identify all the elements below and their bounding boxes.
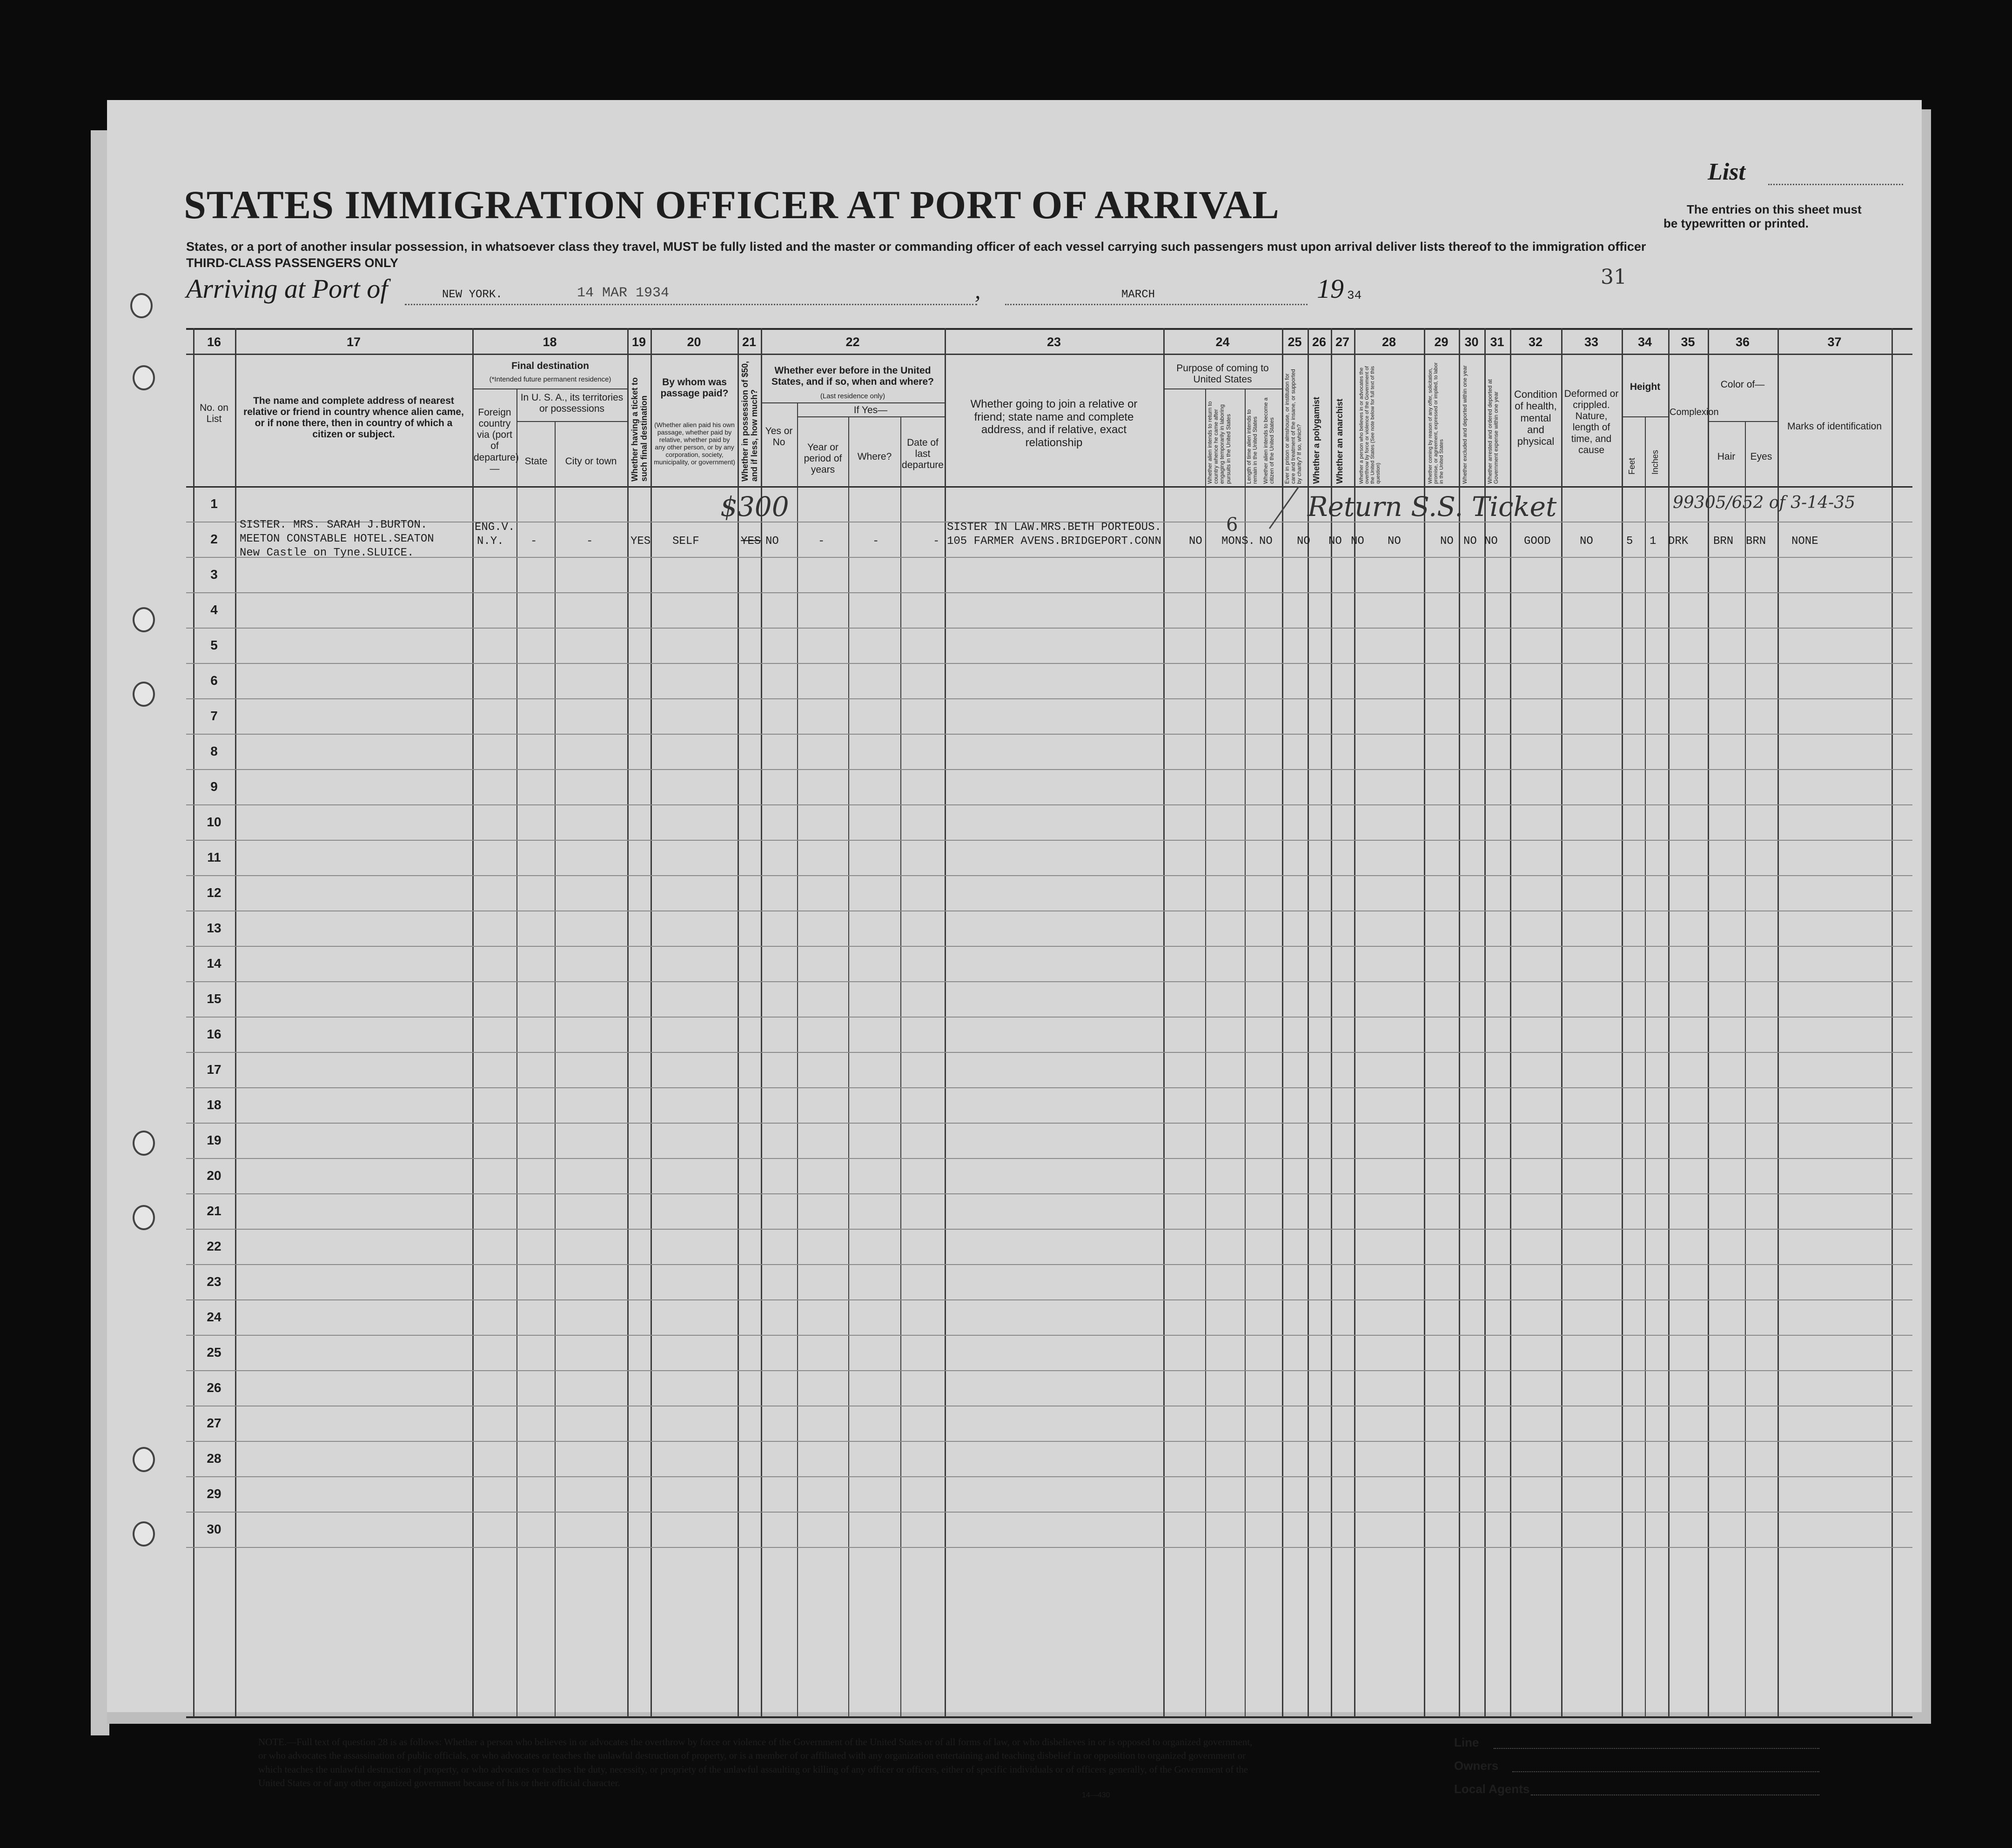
header-ever-before-note: (Last residence only) bbox=[820, 392, 885, 400]
underlying-page-edge bbox=[91, 130, 109, 1735]
col-line bbox=[1622, 328, 1623, 1717]
header-marks: Marks of identification bbox=[1787, 421, 1882, 432]
page-title: STATES IMMIGRATION OFFICER AT PORT OF ARRIVAL bbox=[184, 182, 1280, 227]
row-number: 25 bbox=[207, 1345, 221, 1359]
row-rule bbox=[186, 769, 1912, 770]
header-relative-abroad: The name and complete address of nearest relative or friend in country whence alien came, or if none there, then in country of which a citizen or subject. bbox=[243, 395, 464, 440]
row-number: 8 bbox=[210, 744, 218, 758]
col-line bbox=[1708, 328, 1709, 1717]
col-number: 36 bbox=[1735, 335, 1750, 349]
binder-hole bbox=[133, 1521, 155, 1547]
row-rule bbox=[186, 1370, 1912, 1371]
header-final-destination-note: (*Intended future permanent residence) bbox=[489, 375, 611, 383]
col-line bbox=[945, 328, 946, 1717]
length-unit-value: MONS. bbox=[1221, 535, 1255, 548]
binder-hole bbox=[133, 1205, 155, 1230]
local-agents-field bbox=[1531, 1794, 1819, 1795]
sub-rule bbox=[516, 421, 627, 422]
col-line bbox=[797, 402, 798, 1717]
row-rule bbox=[186, 840, 1912, 841]
col-line bbox=[472, 328, 474, 1717]
header-labor-offer: Whether coming by reason of any offer, solicitation, promise, or agreement, expressed or implied, to labor in the United States bbox=[1428, 362, 1445, 484]
money-handwritten: $300 bbox=[720, 491, 789, 522]
ticket-value: YES bbox=[630, 535, 651, 548]
eyes-value: BRN bbox=[1746, 535, 1766, 548]
form-number: 14—430 bbox=[1082, 1791, 1110, 1799]
where-value: - bbox=[872, 535, 879, 548]
join-line-2: 105 FARMER AVENS.BRIDGEPORT.CONN bbox=[947, 535, 1161, 548]
col-line bbox=[1424, 328, 1425, 1717]
col-number: 30 bbox=[1464, 335, 1479, 349]
header-length-of-stay: Length of time alien intends to remain in the United States bbox=[1246, 409, 1259, 484]
row-number: 1 bbox=[210, 496, 218, 511]
row-number: 5 bbox=[210, 638, 218, 652]
row-rule bbox=[186, 1052, 1912, 1053]
header-bottom-rule bbox=[186, 486, 1912, 488]
header-inches: Inches bbox=[1650, 449, 1660, 475]
state-abbrev-value: N.Y. bbox=[477, 535, 504, 548]
col-line bbox=[738, 328, 739, 1717]
list-label: List bbox=[1708, 159, 1745, 185]
header-in-usa: In U. S. A., its territories or possessions bbox=[520, 392, 624, 415]
year-value: - bbox=[818, 535, 825, 548]
list-number-line bbox=[1768, 184, 1903, 185]
binder-hole bbox=[133, 607, 155, 632]
page-subtitle: States, or a port of another insular possession, in whatsoever class they travel, MUST be fully listed and the master or commanding officer of each vessel carrying such passengers must upon arrival deliver lists thereof to the immigration officer bbox=[186, 240, 1646, 254]
col-line bbox=[761, 328, 762, 1717]
header-foreign-country: Foreign country via (port of departure)— bbox=[474, 407, 519, 474]
before-yes-no-value: NO bbox=[765, 535, 779, 548]
col-line bbox=[1459, 328, 1460, 1717]
row-rule bbox=[186, 1229, 1912, 1230]
row-number: 6 bbox=[210, 673, 218, 688]
relative-line-1: SISTER. MRS. SARAH J.BURTON. bbox=[240, 519, 428, 531]
row-number: 12 bbox=[207, 885, 221, 900]
col-number: 29 bbox=[1434, 335, 1449, 349]
row-rule bbox=[186, 946, 1912, 947]
header-city: City or town bbox=[565, 456, 617, 467]
header-where: Where? bbox=[857, 451, 892, 462]
paid-by-value: SELF bbox=[672, 535, 699, 548]
header-purpose: Purpose of coming to United States bbox=[1176, 363, 1269, 385]
sub-rule bbox=[797, 416, 945, 417]
col-number: 28 bbox=[1382, 335, 1396, 349]
arrival-stamp-date: 14 MAR 1934 bbox=[577, 285, 670, 301]
row-rule bbox=[186, 875, 1912, 876]
row-rule bbox=[186, 698, 1912, 699]
row-number: 23 bbox=[207, 1274, 221, 1289]
header-hair: Hair bbox=[1717, 451, 1736, 462]
row-number: 17 bbox=[207, 1062, 221, 1077]
header-color-of: Color of— bbox=[1720, 379, 1765, 390]
header-ever-before: Whether ever before in the United States, and if so, when and where? bbox=[771, 365, 934, 388]
col-line bbox=[900, 416, 901, 1717]
col-number: 34 bbox=[1637, 335, 1652, 349]
row-number: 24 bbox=[207, 1310, 221, 1324]
col-line bbox=[1163, 328, 1165, 1717]
col-line bbox=[1561, 328, 1563, 1717]
col-number: 22 bbox=[845, 335, 860, 349]
sheet-number: 31 bbox=[1601, 265, 1627, 289]
health-value: GOOD bbox=[1524, 535, 1551, 548]
header-complexion: Complexion bbox=[1670, 407, 1719, 417]
line-field bbox=[1494, 1748, 1819, 1749]
row-number: 29 bbox=[207, 1486, 221, 1501]
header-paid-by: By whom was passage paid? bbox=[660, 377, 729, 399]
header-deformed: Deformed or crippled. Nature, length of time, and cause bbox=[1564, 388, 1619, 455]
binder-hole bbox=[133, 365, 155, 390]
handwritten-file-code: 99305/652 of 3-14-35 bbox=[1673, 493, 1856, 512]
row-rule bbox=[186, 1512, 1912, 1513]
length-time-value: 6 bbox=[1226, 514, 1238, 536]
sub-rule bbox=[1622, 416, 1668, 417]
hair-value: BRN bbox=[1713, 535, 1734, 548]
manifest-sheet bbox=[107, 100, 1922, 1799]
col-number: 25 bbox=[1288, 335, 1302, 349]
row-number: 13 bbox=[207, 921, 221, 935]
citizen-value: NO bbox=[1259, 535, 1273, 548]
row-rule bbox=[186, 1017, 1912, 1018]
relative-line-3: New Castle on Tyne.SLUICE. bbox=[240, 547, 414, 559]
row-number: 18 bbox=[207, 1098, 221, 1112]
header-feet: Feet bbox=[1627, 457, 1636, 475]
anarchist-value: NO bbox=[1351, 535, 1364, 548]
header-anarchist: Whether an anarchist bbox=[1335, 398, 1344, 484]
feet-value: 5 bbox=[1626, 535, 1633, 548]
sub-rule bbox=[1708, 421, 1777, 422]
col-line bbox=[1510, 328, 1511, 1717]
city-value: - bbox=[586, 535, 593, 548]
arriving-label: Arriving at Port of bbox=[186, 274, 388, 304]
col-line bbox=[1777, 328, 1779, 1717]
typewritten-note-1: The entries on this sheet must bbox=[1687, 202, 1862, 216]
row-number: 21 bbox=[207, 1204, 221, 1218]
col-number: 27 bbox=[1335, 335, 1350, 349]
row-number: 3 bbox=[210, 567, 218, 582]
row-number: 11 bbox=[207, 850, 221, 864]
header-no-on-list: No. on List bbox=[200, 402, 228, 425]
row-number: 4 bbox=[210, 603, 218, 617]
header-polygamist: Whether a polygamist bbox=[1312, 396, 1321, 484]
col-number: 33 bbox=[1584, 335, 1599, 349]
intends-return-value: NO bbox=[1189, 535, 1202, 548]
row-number: 7 bbox=[210, 709, 218, 723]
excluded-value: NO bbox=[1463, 535, 1477, 548]
row-rule bbox=[186, 592, 1912, 593]
local-agents-label: Local Agents bbox=[1454, 1782, 1530, 1796]
header-yes-no: Yes or No bbox=[765, 426, 793, 448]
header-ticket: Whether having a ticket to such final destination bbox=[630, 377, 649, 482]
col-number: 32 bbox=[1528, 335, 1543, 349]
col-number: 19 bbox=[631, 335, 646, 349]
row-rule bbox=[186, 628, 1912, 629]
row-number: 9 bbox=[210, 779, 218, 794]
header-height: Height bbox=[1630, 382, 1661, 392]
row-rule bbox=[186, 1087, 1912, 1088]
money-typed: YES bbox=[741, 535, 761, 548]
year-suffix: 34 bbox=[1347, 288, 1362, 302]
header-prison: Ever in prison or almshouse, or institution for care and treatment of the insane, or supported by charity? If so, which? bbox=[1284, 369, 1303, 484]
col-number: 20 bbox=[687, 335, 701, 349]
row-number: 19 bbox=[207, 1133, 221, 1147]
labor-offer-value: NO bbox=[1440, 535, 1454, 548]
header-date-departure: Date of last departure bbox=[902, 437, 944, 471]
row-rule bbox=[186, 1264, 1912, 1265]
overthrow-value: NO bbox=[1388, 535, 1401, 548]
sub-rule bbox=[761, 402, 945, 403]
marks-value: NONE bbox=[1791, 535, 1818, 548]
header-excluded: Whether excluded and deported within one year bbox=[1462, 365, 1468, 484]
header-going-to-join: Whether going to join a relative or friend; state name and complete address, and if relative, exact relationship bbox=[970, 398, 1138, 449]
col-line bbox=[1745, 421, 1746, 1717]
row-rule bbox=[186, 1335, 1912, 1336]
header-overthrow: Whether a person who believes in or advocates the overthrow by force or violence of the Government of the United States (See note below for full text of this question) bbox=[1359, 366, 1382, 484]
row-number: 27 bbox=[207, 1416, 221, 1430]
complexion-value: DRK bbox=[1668, 535, 1689, 548]
deformed-value: NO bbox=[1580, 535, 1593, 548]
col-line bbox=[555, 421, 556, 1717]
col-number: 31 bbox=[1490, 335, 1504, 349]
row-number: 22 bbox=[207, 1239, 221, 1253]
arrival-port: NEW YORK. bbox=[442, 288, 503, 301]
header-fifty-dollars: Whether in possession of $50, and if less, how much? bbox=[740, 361, 759, 482]
inches-value: 1 bbox=[1650, 535, 1657, 548]
header-final-destination: Final destination bbox=[511, 361, 589, 371]
foreign-country-value: ENG.V. bbox=[475, 521, 515, 534]
row-number: 26 bbox=[207, 1380, 221, 1395]
header-intends-return: Whether alien intends to return to country whence he came after engaging temporarily in laboring pursuits in the United States bbox=[1207, 401, 1232, 484]
row-rule bbox=[186, 1547, 1912, 1548]
header-paid-by-note: (Whether alien paid his own passage, whether paid by relative, whether paid by any other person, or by any corporation, society, municipality, or government) bbox=[654, 421, 735, 466]
year-prefix: 19 bbox=[1317, 274, 1344, 304]
row-number: 2 bbox=[210, 532, 218, 546]
row-rule bbox=[186, 1299, 1912, 1300]
footnote-question-28: NOTE.—Full text of question 28 is as follows: Whether a person who believes in or advocates the overthrow by force or violence of the Government of the United States or of all forms of law, or who disbelieves in or is opposed to organized government, or who advocates the assassination of public officials, or who advocates or teaches the unlawful destruction of property, or is a member of or affiliated with any organization entertaining and teaching disbelief in or opposition to organized government or which teaches the unlawful destruction of property, or who advocates or teaches the duty, necessity, or propriety of the unlawful assaulting or killing of any officer or officers, either of specific individuals or of officers generally, of the Government of the United States or of any other organized government because of his or their official character. bbox=[258, 1736, 1253, 1789]
relative-line-2: MEETON CONSTABLE HOTEL.SEATON bbox=[240, 533, 434, 545]
row-rule bbox=[186, 981, 1912, 982]
row-number: 15 bbox=[207, 991, 221, 1006]
col-number: 37 bbox=[1827, 335, 1842, 349]
handwritten-annotation: Return S.S. Ticket bbox=[1308, 491, 1557, 522]
join-line-1: SISTER IN LAW.MRS.BETH PORTEOUS. bbox=[947, 521, 1161, 534]
col-number: 16 bbox=[207, 335, 221, 349]
binder-hole bbox=[133, 1131, 155, 1156]
row-number: 28 bbox=[207, 1451, 221, 1466]
line-label: Line bbox=[1454, 1735, 1479, 1749]
class-note: THIRD-CLASS PASSENGERS ONLY bbox=[186, 256, 399, 270]
column-number-rule bbox=[186, 354, 1912, 355]
date-last-value: - bbox=[933, 535, 940, 548]
col-line bbox=[1645, 416, 1646, 1717]
header-arrested: Whether arrested and ordered deported at Government expense within one year bbox=[1487, 379, 1500, 484]
comma-mark: , bbox=[975, 277, 981, 303]
row-rule bbox=[186, 804, 1912, 805]
col-line bbox=[848, 416, 849, 1717]
row-number: 20 bbox=[207, 1168, 221, 1183]
header-health: Condition of health, mental and physical bbox=[1514, 388, 1557, 448]
header-year: Year or period of years bbox=[804, 442, 842, 475]
row-number: 30 bbox=[207, 1522, 221, 1536]
binder-hole bbox=[133, 682, 155, 707]
row-rule bbox=[186, 1476, 1912, 1477]
col-number: 23 bbox=[1046, 335, 1061, 349]
state-value: - bbox=[530, 535, 537, 548]
arrested-value: NO bbox=[1484, 535, 1498, 548]
col-line bbox=[627, 328, 629, 1717]
row-number: 16 bbox=[207, 1027, 221, 1041]
col-number: 18 bbox=[543, 335, 557, 349]
typewritten-note-2: be typewritten or printed. bbox=[1663, 216, 1809, 230]
binder-hole bbox=[133, 1447, 155, 1472]
row-number: 14 bbox=[207, 956, 221, 971]
col-number: 35 bbox=[1681, 335, 1695, 349]
header-if-yes: If Yes— bbox=[853, 405, 888, 415]
col-number: 26 bbox=[1312, 335, 1327, 349]
row-rule bbox=[186, 1158, 1912, 1159]
col-number: 21 bbox=[742, 335, 757, 349]
row-rule bbox=[186, 557, 1912, 558]
port-line bbox=[405, 304, 977, 305]
arrival-month: MARCH bbox=[1121, 288, 1155, 301]
sub-rule bbox=[1163, 388, 1282, 389]
header-eyes: Eyes bbox=[1750, 451, 1772, 462]
owners-label: Owners bbox=[1454, 1759, 1499, 1773]
prison-value: NO bbox=[1297, 535, 1310, 548]
col-number: 17 bbox=[346, 335, 361, 349]
row-number: 10 bbox=[207, 815, 221, 829]
row-rule bbox=[186, 1441, 1912, 1442]
row-rule bbox=[186, 1123, 1912, 1124]
col-line bbox=[1891, 328, 1893, 1717]
date-line bbox=[1005, 304, 1308, 305]
col-number: 24 bbox=[1215, 335, 1230, 349]
header-become-citizen: Whether alien intends to become a citizen of the United States bbox=[1262, 397, 1275, 484]
col-line bbox=[235, 328, 236, 1717]
sub-rule bbox=[472, 388, 627, 389]
binder-hole bbox=[130, 293, 153, 318]
row-rule bbox=[186, 734, 1912, 735]
row-rule bbox=[186, 663, 1912, 664]
row-rule bbox=[186, 1193, 1912, 1194]
col-line bbox=[651, 328, 652, 1717]
owners-field bbox=[1512, 1771, 1819, 1772]
col-line bbox=[1282, 328, 1283, 1717]
polygamist-value: NO bbox=[1328, 535, 1342, 548]
header-state: State bbox=[524, 456, 548, 467]
